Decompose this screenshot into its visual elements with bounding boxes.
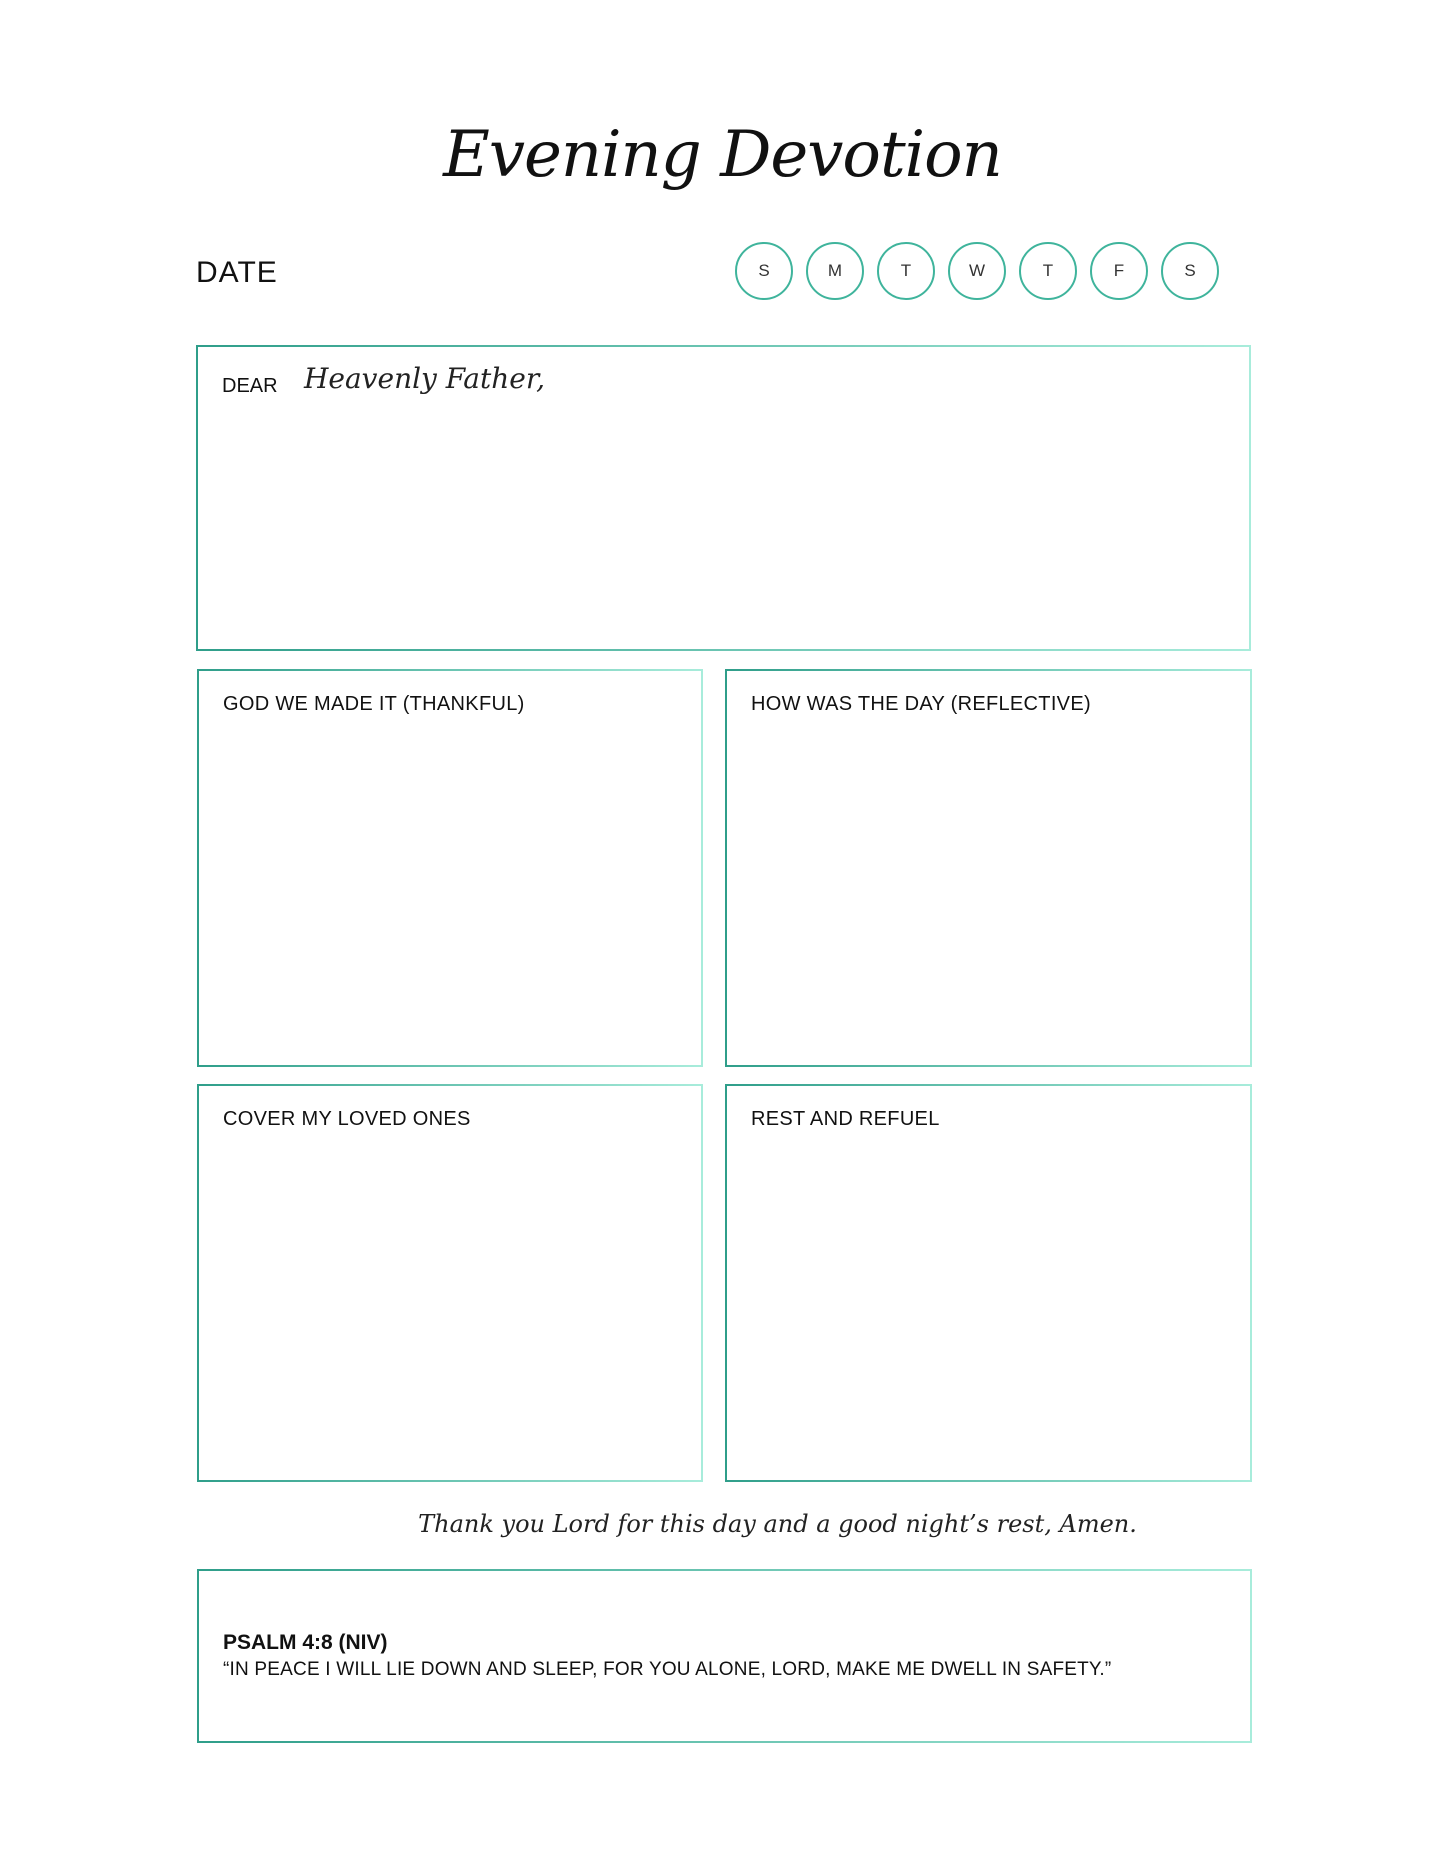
dear-label: DEAR xyxy=(222,375,278,397)
dear-greeting: Heavenly Father, xyxy=(304,362,546,395)
day-circle-thursday[interactable]: T xyxy=(1019,242,1077,300)
thankful-label: GOD WE MADE IT (THANKFUL) xyxy=(223,693,525,715)
page-title: Evening Devotion xyxy=(443,118,1002,192)
day-circle-tuesday[interactable]: T xyxy=(877,242,935,300)
verse-box xyxy=(197,1569,1252,1743)
closing-prayer: Thank you Lord for this day and a good night’s rest, Amen. xyxy=(418,1510,1137,1538)
day-circle-wednesday[interactable]: W xyxy=(948,242,1006,300)
date-input-line[interactable] xyxy=(288,300,720,308)
day-circle-friday[interactable]: F xyxy=(1090,242,1148,300)
rest-label: REST AND REFUEL xyxy=(751,1108,940,1130)
day-circle-monday[interactable]: M xyxy=(806,242,864,300)
weekday-selector xyxy=(735,242,1219,300)
day-circle-sunday[interactable]: S xyxy=(735,242,793,300)
thankful-box[interactable] xyxy=(197,669,703,1067)
rest-box[interactable] xyxy=(725,1084,1252,1482)
reflective-label: HOW WAS THE DAY (REFLECTIVE) xyxy=(751,693,1091,715)
day-circle-saturday[interactable]: S xyxy=(1161,242,1219,300)
dear-box[interactable] xyxy=(196,345,1251,651)
loved-ones-label: COVER MY LOVED ONES xyxy=(223,1108,471,1130)
loved-ones-box[interactable] xyxy=(197,1084,703,1482)
verse-text: “IN PEACE I WILL LIE DOWN AND SLEEP, FOR YOU ALONE, LORD, MAKE ME DWELL IN SAFETY.” xyxy=(223,1659,1112,1680)
date-label: DATE xyxy=(196,256,278,289)
reflective-box[interactable] xyxy=(725,669,1252,1067)
verse-reference: PSALM 4:8 (NIV) xyxy=(223,1631,388,1654)
